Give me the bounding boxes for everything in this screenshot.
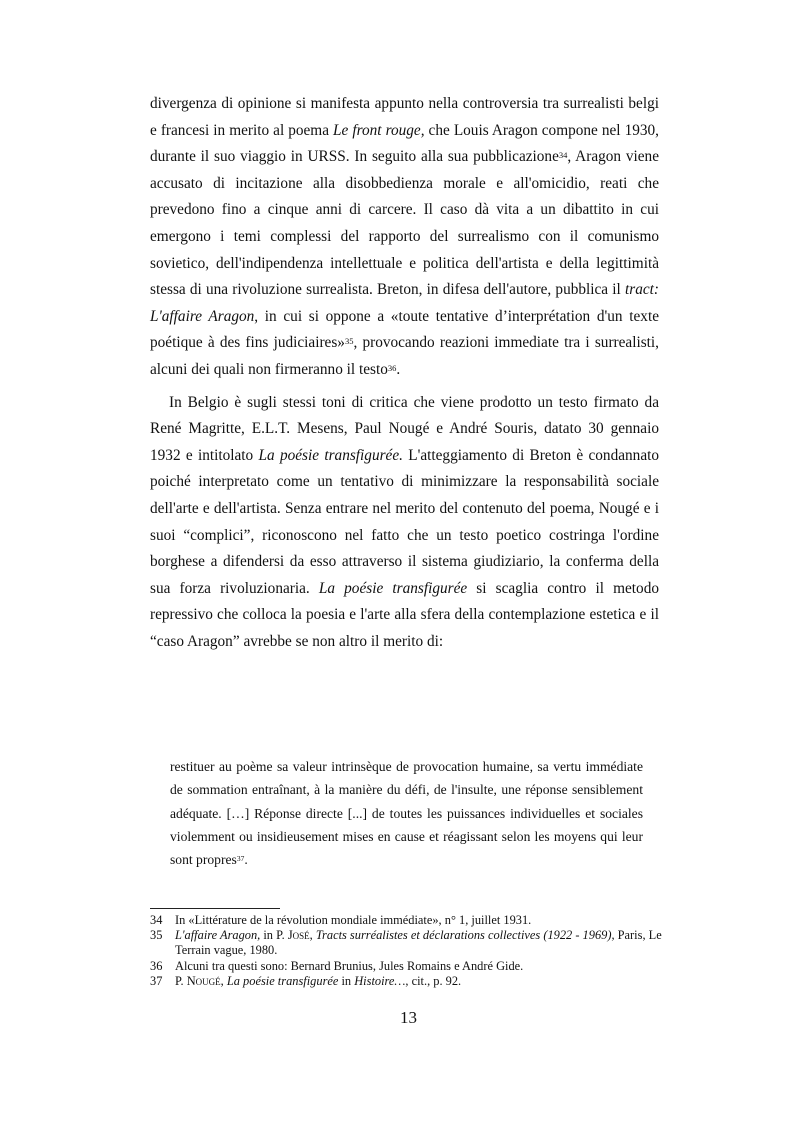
paragraph: [150, 91, 659, 384]
text-run: che Louis Aragon compone nel 1930, durante il suo viaggio in URSS. In seguito alla sua pubblicazione: [150, 121, 659, 166]
footnote-ref[interactable]: 35: [344, 336, 354, 347]
quote-text: restituer au poème sa valeur intrinsèque de provocation humaine, sa vertu immédiate de sommation entraînant, à la manière du défi, de l'insulte, une réponse sensiblement adéquate. […] Réponse directe [...] de toutes les puissances individuelles et sociales violemment ou insidieusement mises en cause et réagissant selon les moyens qui leur sont propres: [170, 759, 643, 868]
work-title: La poésie transfigurée.: [258, 446, 403, 464]
text-run: .: [396, 360, 401, 378]
footnote-text: [175, 974, 670, 989]
footnote-text: [175, 928, 670, 958]
book-title: Histoire…: [354, 973, 406, 988]
text-run: P.: [175, 973, 187, 988]
footnote: [150, 913, 670, 928]
text-run: .: [244, 852, 248, 868]
footnote: [150, 928, 670, 958]
footnote-text: In «Littérature de la révolution mondiale immédiate», n° 1, juillet 1931.: [175, 913, 532, 927]
book-title: Tracts surréalistes et déclarations collectives (1922 - 1969),: [315, 928, 615, 943]
text-run: In Belgio è sugli stessi toni di critica che viene prodotto un testo firmato da René Magritte, E.L.T. Mesens, Paul Nougé e André Souris, datato 30 gennaio 1932 e intitolato: [150, 393, 659, 464]
work-title: La poésie transfigurée: [318, 579, 468, 597]
text-run: L'affaire Aragon,: [175, 928, 261, 943]
block-quote: [170, 755, 643, 871]
text-run: in: [338, 973, 355, 988]
footnote-text: Alcuni tra questi sono: Bernard Brunius, Jules Romains e André Gide.: [175, 958, 524, 973]
footnote-number: 34: [150, 913, 163, 927]
page-number: 13: [400, 1008, 417, 1027]
footnote-number: 36: [150, 958, 163, 973]
text-run: divergenza di opinione si manifesta appunto nella controversia tra surrealisti belgi e francesi in merito al poema: [150, 95, 659, 139]
footnote-separator: [150, 908, 280, 909]
text-run: in P.: [260, 928, 288, 943]
text-run: , cit., p. 92.: [405, 973, 462, 988]
poem-title: Le front rouge,: [333, 121, 425, 139]
footnotes: [150, 913, 670, 989]
footnote-ref[interactable]: 34: [558, 150, 568, 161]
text-run: ,: [309, 928, 316, 943]
tract-title: tract: L'affaire Aragon: [150, 281, 659, 325]
body-text: [150, 91, 659, 655]
text-run: , provocando reazioni immediate tra i surrealisti, alcuni dei quali non firmeranno il testo: [150, 334, 659, 378]
text-run: ,: [220, 973, 227, 988]
footnote-number: 35: [150, 928, 163, 943]
author-name: Nougé: [186, 973, 221, 988]
text-run: , in cui si oppone a «toute tentative d’interprétation d'un texte poétique à des fins judiciaires»: [150, 307, 659, 352]
footnote: [150, 974, 670, 989]
footnote-number: 37: [150, 973, 163, 988]
footnote-ref[interactable]: 37: [236, 854, 245, 864]
text-run: , Aragon viene accusato di incitazione alla disobbedienza morale e all'omicidio, reati che prevedono fino a cinque anni di carcere. Il caso dà vita a un dibattito in cui emergono i temi complessi del rapporto del surrealismo con il comunismo sovietico, dell'indipendenza intellettuale e politica dell'artista e della legittimità stessa di una rivoluzione surrealista. Breton, in difesa dell'autore, pubblica il: [150, 148, 659, 299]
text-run: L'atteggiamento di Breton è condannato poiché interpretato come un tentativo di minimizzare la responsabilità sociale dell'arte e dell'artista. Senza entrare nel merito del contenuto del poema, Nougé e i suoi “complici”, riconoscono nel fatto che un testo poetico costringa l'ordine borghese a difendersi da esso attraverso il sistema giudiziario, la conferma della sua forza rivoluzionaria.: [150, 446, 660, 597]
paragraph: [150, 390, 659, 656]
footnote-ref[interactable]: 36: [387, 362, 397, 373]
author-name: José: [287, 928, 310, 943]
text-run: si scaglia contro il metodo repressivo che colloca la poesia e l'arte alla sfera della contemplazione estetica e il “caso Aragon” avrebbe se non altro il merito di:: [150, 579, 659, 650]
work-title: La poésie transfigurée: [226, 973, 339, 988]
footnote: [150, 959, 670, 974]
text-run: Paris, Le Terrain vague, 1980.: [175, 928, 662, 958]
